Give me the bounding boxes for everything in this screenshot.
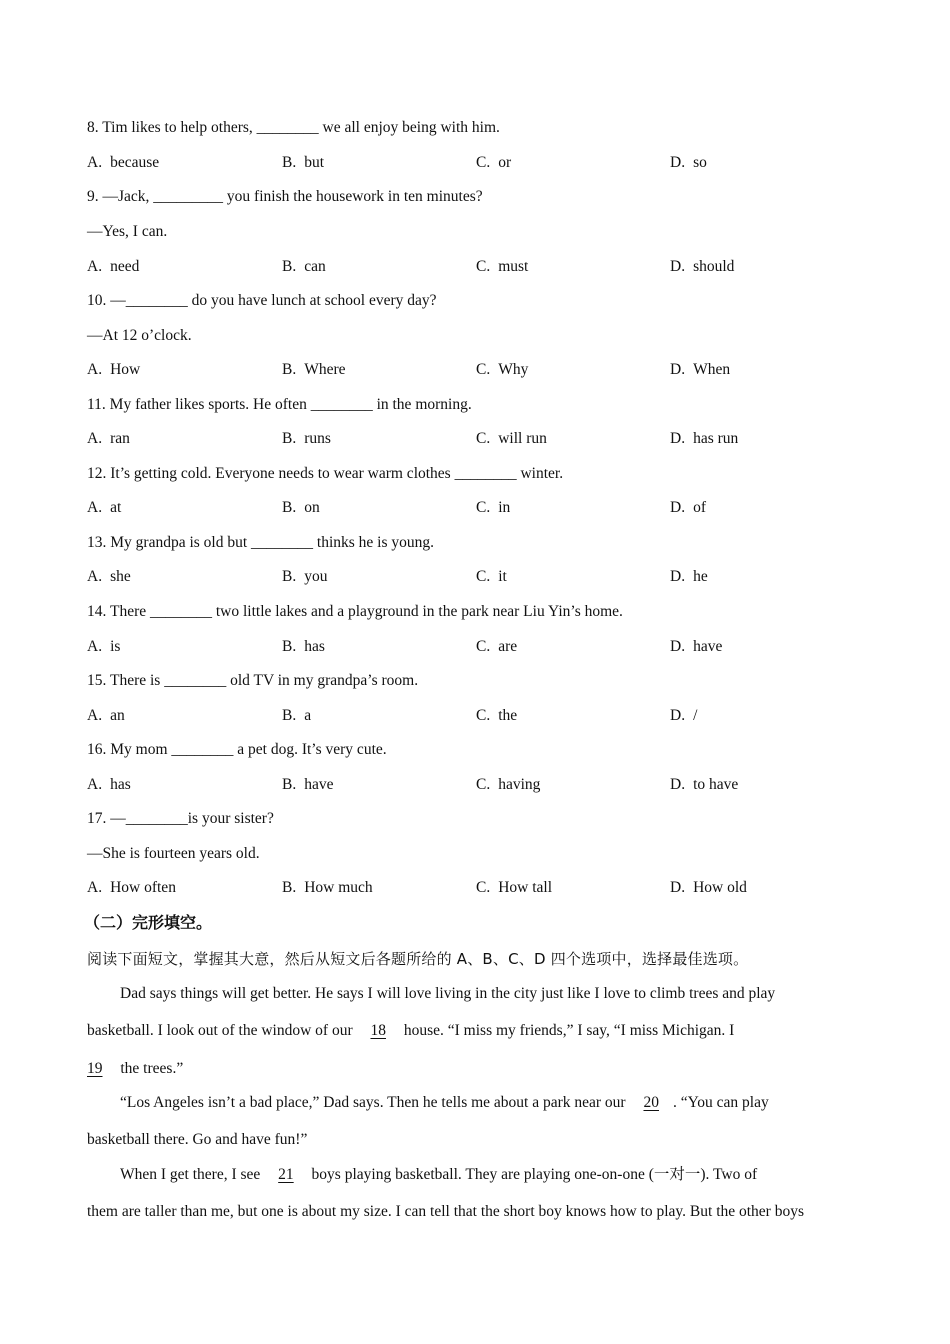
option-text: to have <box>693 776 739 793</box>
q16-option-b[interactable] <box>282 775 333 795</box>
option-letter: B. <box>282 258 297 275</box>
blank-19[interactable]: 19 <box>87 1060 103 1077</box>
option-text: can <box>304 258 326 275</box>
option-letter: C. <box>476 258 491 275</box>
option-text: must <box>498 258 529 275</box>
option-letter: C. <box>476 154 491 171</box>
option-text: is <box>110 638 121 655</box>
option-text: on <box>304 499 320 516</box>
question-12-stem: 12. It’s getting cold. Everyone needs to wear warm clothes ________ winter. <box>87 465 564 482</box>
option-text: having <box>498 776 541 793</box>
passage-line-4 <box>120 1093 769 1113</box>
q11-option-d[interactable] <box>670 429 738 449</box>
passage-line-2 <box>87 1021 734 1041</box>
option-text: he <box>693 568 708 585</box>
option-letter: D. <box>670 258 686 275</box>
option-text: at <box>110 499 122 516</box>
option-letter: D. <box>670 879 686 896</box>
q15-option-a[interactable] <box>87 706 125 726</box>
q8-option-d[interactable] <box>670 153 707 173</box>
question-17-reply: —She is fourteen years old. <box>87 845 260 862</box>
section-title: （二）完形填空。 <box>84 913 213 932</box>
option-text: have <box>304 776 334 793</box>
option-text: or <box>498 154 512 171</box>
q15-option-d[interactable] <box>670 706 697 726</box>
q10-option-d[interactable] <box>670 360 730 380</box>
option-text: of <box>693 499 706 516</box>
passage-line-1: Dad says things will get better. He says I will love living in the city just like I love to climb trees and play <box>120 985 776 1002</box>
option-letter: B. <box>282 879 297 896</box>
q14-option-b[interactable] <box>282 637 325 657</box>
option-letter: A. <box>87 568 103 585</box>
passage-line-6 <box>120 1165 757 1185</box>
passage-text: “Los Angeles isn’t a bad place,” Dad says. Then he tells me about a park near our <box>120 1094 626 1111</box>
option-text: has run <box>693 430 739 447</box>
option-text: in <box>498 499 511 516</box>
option-letter: B. <box>282 707 297 724</box>
blank-20[interactable]: 20 <box>643 1094 659 1111</box>
question-8-stem: 8. Tim likes to help others, ________ we all enjoy being with him. <box>87 119 500 136</box>
q17-option-d[interactable] <box>670 878 747 898</box>
q14-option-c[interactable] <box>476 637 517 657</box>
option-text: have <box>693 638 723 655</box>
option-letter: A. <box>87 361 103 378</box>
option-text: but <box>304 154 325 171</box>
q13-option-a[interactable] <box>87 567 131 587</box>
q16-option-d[interactable] <box>670 775 738 795</box>
option-text: she <box>110 568 131 585</box>
question-17-stem: 17. —________is your sister? <box>87 810 274 827</box>
blank-21[interactable]: 21 <box>278 1166 294 1183</box>
option-text: ran <box>110 430 130 447</box>
option-text: How old <box>693 879 747 896</box>
q12-option-b[interactable] <box>282 498 320 518</box>
option-letter: B. <box>282 430 297 447</box>
option-text: How often <box>110 879 176 896</box>
q11-option-b[interactable] <box>282 429 331 449</box>
option-letter: C. <box>476 499 491 516</box>
option-text: How tall <box>498 879 553 896</box>
q9-option-a[interactable] <box>87 257 139 277</box>
passage-text: . “You can play <box>672 1094 769 1111</box>
question-13-stem: 13. My grandpa is old but ________ thinks he is young. <box>87 534 435 551</box>
option-letter: B. <box>282 568 297 585</box>
question-9-reply: —Yes, I can. <box>87 223 168 240</box>
option-letter: B. <box>282 776 297 793</box>
question-16-stem: 16. My mom ________ a pet dog. It’s very cute. <box>87 741 387 758</box>
option-text: because <box>110 154 160 171</box>
option-text: the <box>498 707 518 724</box>
option-letter: A. <box>87 499 103 516</box>
option-text: so <box>693 154 707 171</box>
option-letter: A. <box>87 638 103 655</box>
option-letter: C. <box>476 879 491 896</box>
blank-18[interactable]: 18 <box>370 1022 386 1039</box>
option-letter: A. <box>87 879 103 896</box>
option-text: How <box>110 361 141 378</box>
q14-option-a[interactable] <box>87 637 120 657</box>
q9-option-b[interactable] <box>282 257 326 277</box>
passage-text: boys playing basketball. They are playing one-on-one (一对一). Two of <box>311 1166 758 1183</box>
option-letter: D. <box>670 430 686 447</box>
option-letter: B. <box>282 154 297 171</box>
q11-option-c[interactable] <box>476 429 547 449</box>
option-letter: A. <box>87 430 103 447</box>
q13-option-b[interactable] <box>282 567 327 587</box>
question-10-reply: —At 12 o’clock. <box>87 327 192 344</box>
q13-option-c[interactable] <box>476 567 507 587</box>
option-text: has <box>304 638 325 655</box>
option-letter: D. <box>670 568 686 585</box>
option-letter: B. <box>282 499 297 516</box>
passage-line-3 <box>87 1059 183 1079</box>
q14-option-d[interactable] <box>670 637 722 657</box>
option-letter: B. <box>282 361 297 378</box>
option-letter: C. <box>476 361 491 378</box>
q11-option-a[interactable] <box>87 429 130 449</box>
q9-option-d[interactable] <box>670 257 734 277</box>
q16-option-c[interactable] <box>476 775 540 795</box>
q8-option-c[interactable] <box>476 153 511 173</box>
option-text: When <box>693 361 731 378</box>
q8-option-a[interactable] <box>87 153 159 173</box>
option-letter: C. <box>476 707 491 724</box>
option-letter: C. <box>476 776 491 793</box>
question-15-stem: 15. There is ________ old TV in my grandpa’s room. <box>87 672 419 689</box>
option-letter: D. <box>670 776 686 793</box>
question-11-stem: 11. My father likes sports. He often ________ in the morning. <box>87 396 472 413</box>
q16-option-a[interactable] <box>87 775 131 795</box>
option-letter: A. <box>87 776 103 793</box>
option-letter: C. <box>476 568 491 585</box>
option-letter: D. <box>670 361 686 378</box>
q13-option-d[interactable] <box>670 567 708 587</box>
passage-text: house. “I miss my friends,” I say, “I miss Michigan. I <box>403 1022 735 1039</box>
option-letter: B. <box>282 638 297 655</box>
question-9-stem: 9. —Jack, _________ you finish the housework in ten minutes? <box>87 188 483 205</box>
option-text: Why <box>498 361 529 378</box>
option-letter: C. <box>476 638 491 655</box>
passage-line-7: them are taller than me, but one is about my size. I can tell that the short boy knows how to play. But the other boys <box>87 1203 805 1220</box>
option-text: you <box>304 568 328 585</box>
section-instruction: 阅读下面短文，掌握其大意，然后从短文后各题所给的 A、B、C、D 四个选项中，选择最佳选项。 <box>87 950 749 968</box>
q12-option-c[interactable] <box>476 498 510 518</box>
q17-option-b[interactable] <box>282 878 373 898</box>
q12-option-a[interactable] <box>87 498 121 518</box>
option-letter: A. <box>87 707 103 724</box>
q15-option-c[interactable] <box>476 706 517 726</box>
option-text: an <box>110 707 125 724</box>
question-14-stem: 14. There ________ two little lakes and a playground in the park near Liu Yin’s home. <box>87 603 623 620</box>
option-text: runs <box>304 430 331 447</box>
q12-option-d[interactable] <box>670 498 706 518</box>
q9-option-c[interactable] <box>476 257 528 277</box>
option-letter: A. <box>87 258 103 275</box>
option-text: will run <box>498 430 547 447</box>
option-text: Where <box>304 361 346 378</box>
q17-option-c[interactable] <box>476 878 552 898</box>
q8-option-b[interactable] <box>282 153 324 173</box>
q17-option-a[interactable] <box>87 878 176 898</box>
option-text: should <box>693 258 735 275</box>
option-text: it <box>498 568 507 585</box>
option-text: need <box>110 258 140 275</box>
option-letter: D. <box>670 707 686 724</box>
passage-text: the trees.” <box>120 1060 184 1077</box>
q15-option-b[interactable] <box>282 706 311 726</box>
passage-text: basketball. I look out of the window of our <box>87 1022 353 1039</box>
option-text: a <box>304 707 312 724</box>
passage-text: When I get there, I see <box>120 1166 261 1183</box>
q10-option-a[interactable] <box>87 360 140 380</box>
option-letter: C. <box>476 430 491 447</box>
option-text: are <box>498 638 518 655</box>
passage-line-5: basketball there. Go and have fun!” <box>87 1131 308 1148</box>
option-text: How much <box>304 879 373 896</box>
option-letter: D. <box>670 154 686 171</box>
option-letter: D. <box>670 499 686 516</box>
q10-option-c[interactable] <box>476 360 528 380</box>
option-text: / <box>693 707 698 724</box>
question-10-stem: 10. —________ do you have lunch at school every day? <box>87 292 437 309</box>
option-letter: A. <box>87 154 103 171</box>
option-letter: D. <box>670 638 686 655</box>
q10-option-b[interactable] <box>282 360 346 380</box>
option-text: has <box>110 776 131 793</box>
